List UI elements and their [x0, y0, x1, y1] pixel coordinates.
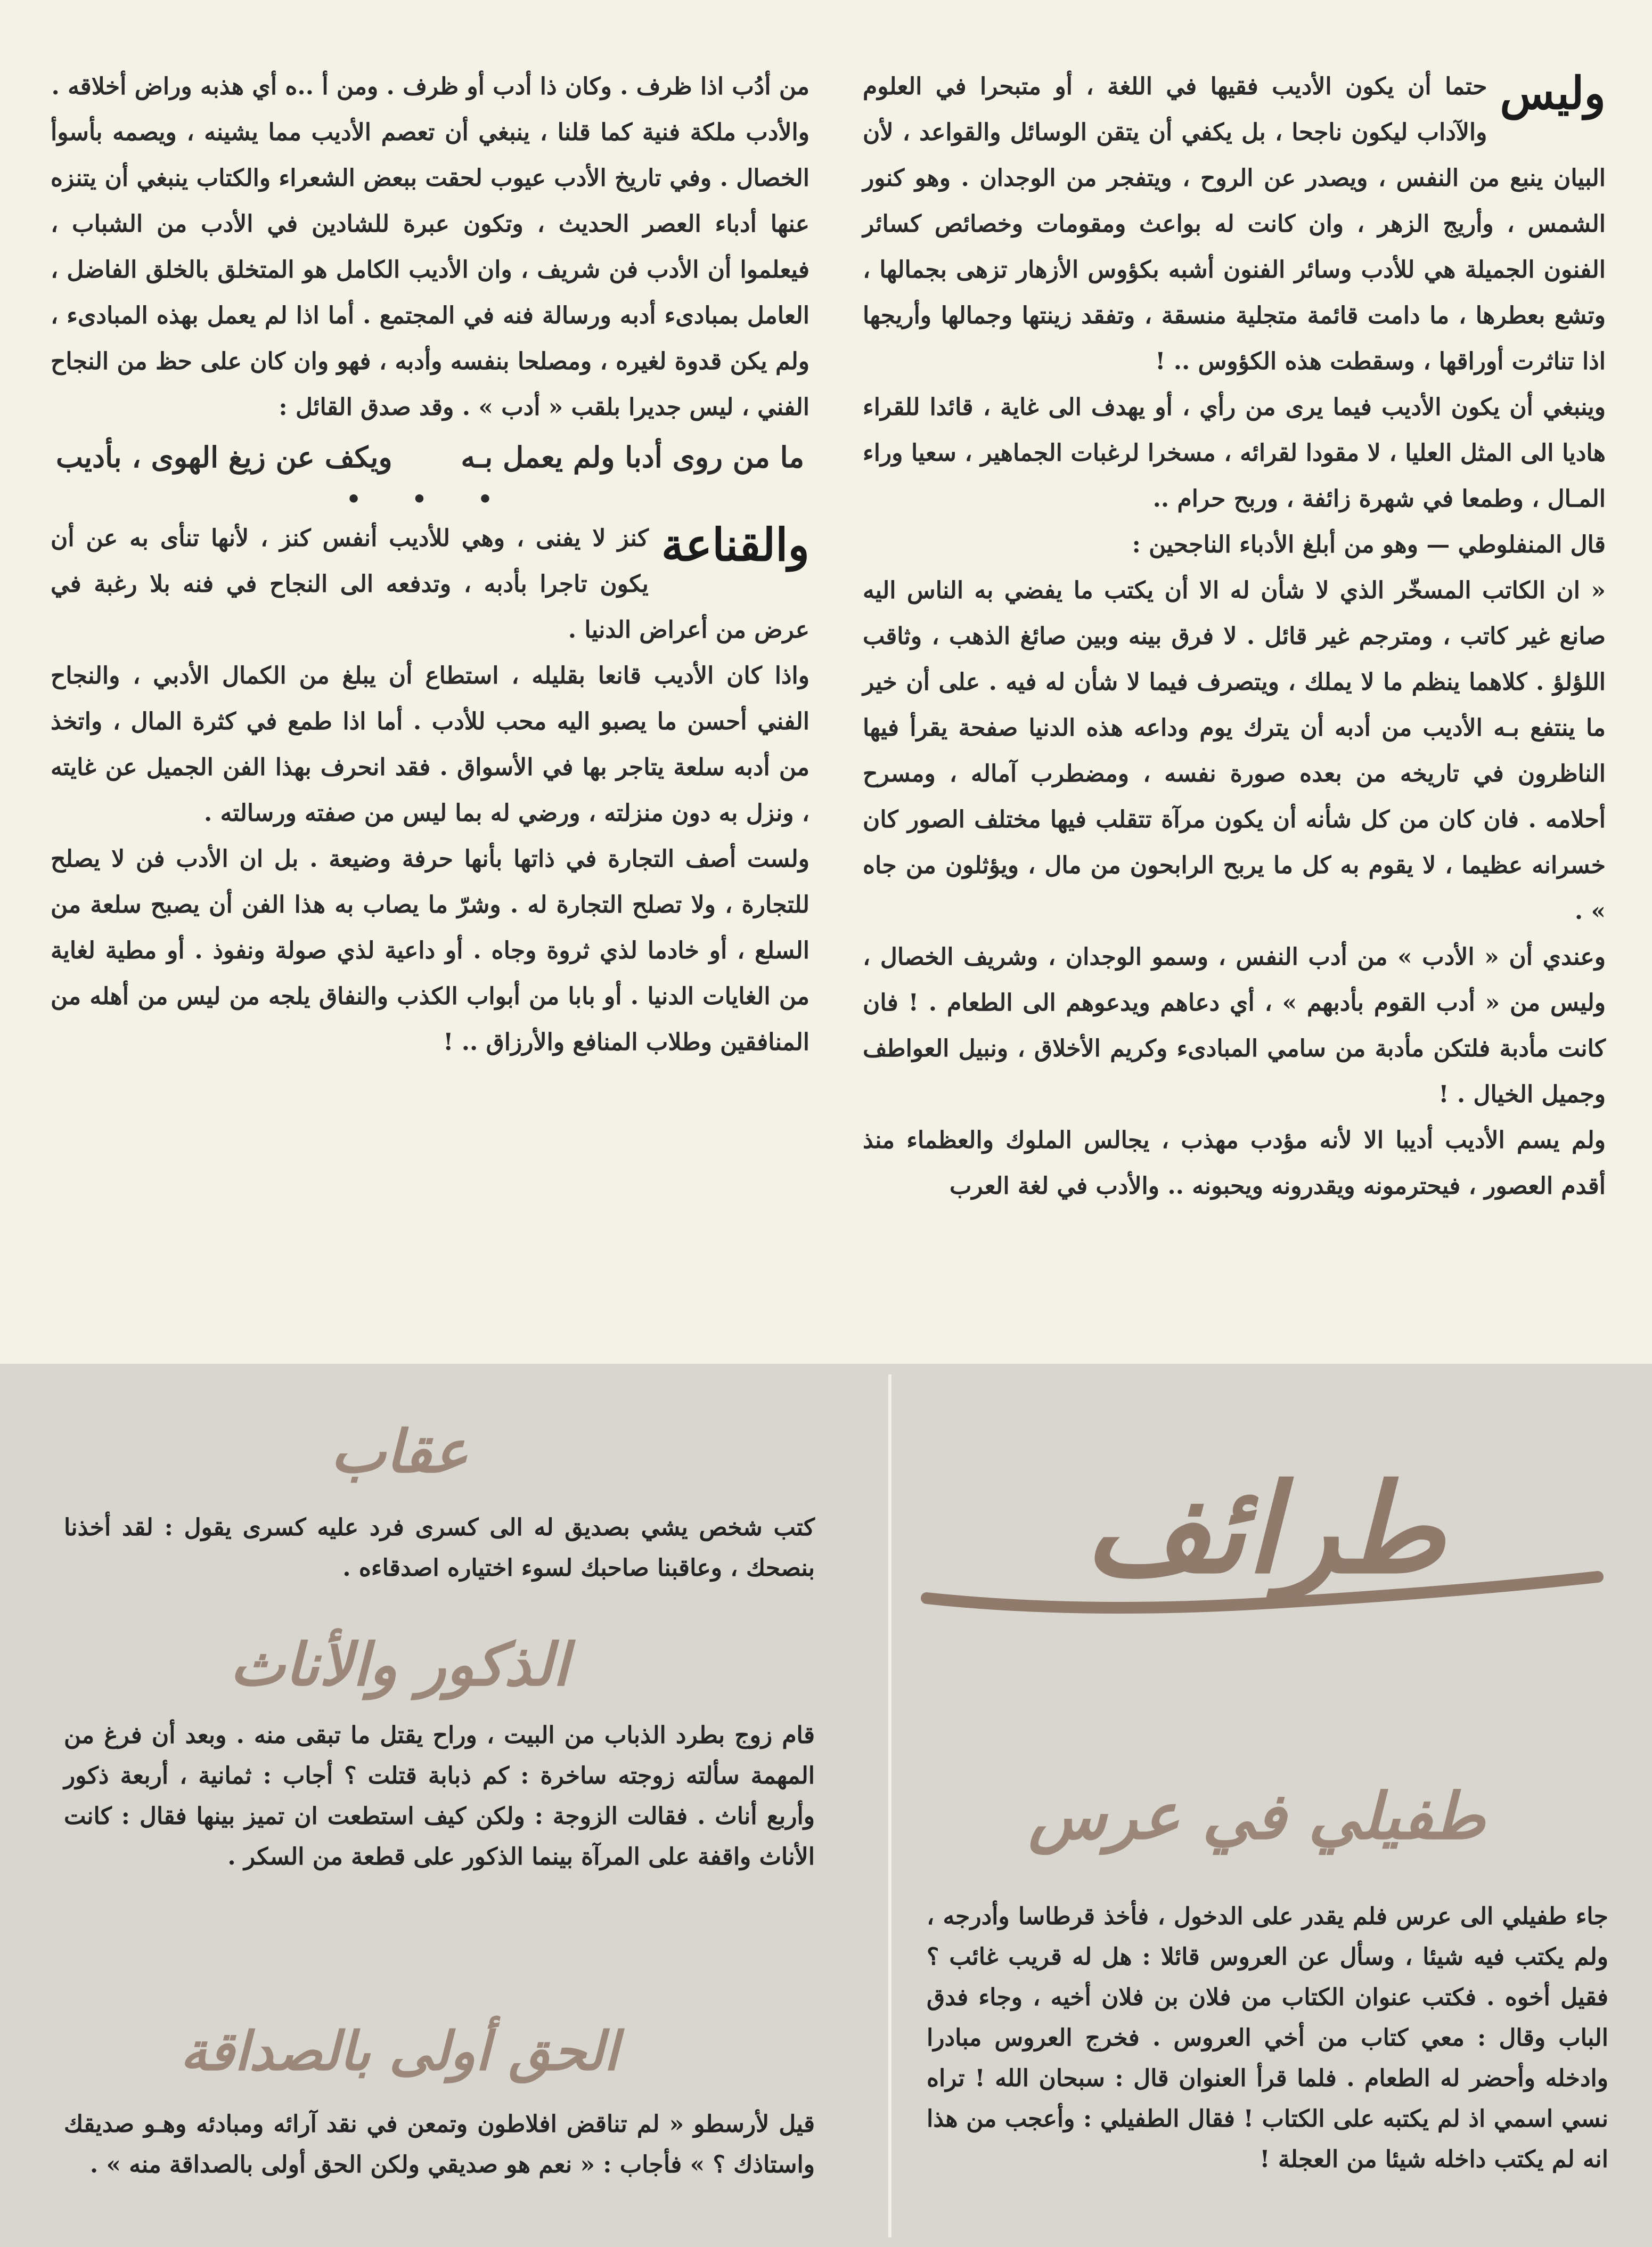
title-swash-decoration	[916, 1566, 1608, 1614]
paragraph: وينبغي أن يكون الأديب فيما يرى من رأي ، أو يهدف الى غاية ، قائدا للقراء هاديا الى المثل العليا ، لا مقودا لقرائه ، مسخرا لرغبات الجماهير ، سعيا وراء المـال ، وطمعا في شهرة زائفة ، وربح حرام ..	[863, 394, 1606, 512]
truth-friendship-story	[64, 2104, 815, 2185]
lead-word-left: والقناعة	[661, 518, 809, 571]
punishment-title: عقاب	[330, 1417, 469, 1486]
truth-friendship-title: الحق أولى بالصداقة	[180, 2020, 619, 2082]
punishment-story	[64, 1508, 815, 1589]
paragraph: حتما أن يكون الأديب فقيها في اللغة ، أو متبحرا في العلوم والآداب ليكون ناجحا ، بل يكفي أن يتقن الوسائل والقواعد ، لأن البيان ينبع من النفس ، ويصدر عن الروح ، ويتفجر من الوجدان . وهو كنور الشمس ، وأريج الزهر ، وان كانت له بواعث ومقومات وخصائص كسائر الفنون الجميلة هي للأدب وسائر الفنون أشبه بكؤوس الأزهار تزهى بجمالها ، وتشع بعطرها ، ما دامت قائمة متجلية منسقة ، وتفقد زينتها وجمالها وأريجها اذا تناثرت أوراقها ، وسقطت هذه الكؤوس .. !	[863, 73, 1606, 375]
party-story	[927, 1896, 1608, 2180]
funnies-title: طرائف	[1085, 1457, 1445, 1601]
section-separator: • • •	[346, 486, 514, 513]
paragraph: والأدب ملكة فنية كما قلنا ، ينبغي أن تعصم الأديب مما يشينه ، ويصمه بأسوأ الخصال . وفي تاريخ الأدب عيوب لحقت ببعض الشعراء والكتاب ينبغي أن يتنزه عنها أدباء العصر الحديث ، وتكون عبرة للشادين في الأدب من الشباب ، فيعلموا أن الأدب فن شريف ، وان الأديب الكامل هو المتخلق بالخلق الفاضل ، العامل بمبادىء أدبه ورسالة فنه في المجتمع . أما اذا لم يعمل بهذه المبادىء ، ولم يكن قدوة لغيره ، ومصلحا بنفسه وأدبه ، فهو وان كان على حظ من النجاح الفني ، ليس جديرا بلقب « أدب » . وقد صدق القائل :	[51, 119, 809, 421]
punishment-text: كتب شخص يشي بصديق له الى كسرى فرد عليه كسرى يقول : لقد أخذنا بنصحك ، وعاقبنا صاحبك لسوء اختياره اصدقاءه .	[64, 1514, 815, 1582]
paragraph: قال المنفلوطي — وهو من أبلغ الأدباء الناجحين :	[1132, 531, 1606, 558]
verse-second-hemistich: ويكف عن زيغ الهوى ، بأديب	[56, 440, 392, 474]
quote-paragraph: « ان الكاتب المسخّر الذي لا شأن له الا أن يكتب ما يفضي به الناس اليه صانع غير كاتب ، ومترجم غير قائل . لا فرق بينه وبين صائغ الذهب ، وثاقب اللؤلؤ . كلاهما ينظم ما لا يملك ، ويتصرف فيما لا شأن له فيه . على أن خير ما ينتفع بـه الأديب من أدبه أن يترك يوم وداعه هذه الدنيا صفحة يقرأ فيها الناظرون في تاريخه من بعده صورة نفسه ، ومضطرب آماله ، ومسرح أحلامه . فان كان من كل شأنه أن يكون مرآة تتقلب فيها مختلف الصور كان خسرانه عظيما ، لا يقوم به كل ما يربح الرابحون من مال ، ويؤثلون من جاه » .	[863, 577, 1606, 925]
paragraph: وعندي أن « الأدب » من أدب النفس ، وسمو الوجدان ، وشريف الخصال ، وليس من « أدب القوم بأدبهم » ، أي دعاهم ويدعوهم الى الطعام . ! فان كانت مأدبة فلتكن مأدبة من سامي المبادىء وكريم الأخلاق ، ونبيل العواطف وجميل الخيال . !	[863, 943, 1606, 1108]
party-text: جاء طفيلي الى عرس فلم يقدر على الدخول ، فأخذ قرطاسا وأدرجه ، ولم يكتب فيه شيئا ، وسأل عن العروس قائلا : هل له قريب غائب ؟ فقيل أخوه . فكتب عنوان الكتاب من فلان بن فلان أخيه ، وجاء فدق الباب وقال : معي كتاب من أخي العروس . فخرج العروس مبادرا وادخله وأحضر له الطعام . فلما قرأ العنوان قال : سبحان الله ! تراه نسي اسمي اذ لم يكتبه على الكتاب ! فقال الطفيلي : وأعجب من هذا انه لم يكتب داخله شيئا من العجلة !	[927, 1903, 1608, 2173]
paragraph: ولم يسم الأديب أديبا الا لأنه مؤدب مهذب ، يجالس الملوك والعظماء منذ أقدم العصور ، فيحترمونه ويقدرونه ويحبونه .. والأدب في لغة العرب	[863, 1127, 1606, 1200]
party-title: طفيلي في عرس	[1028, 1779, 1485, 1854]
column-divider	[888, 1374, 892, 2237]
paragraph: كنز لا يفنى ، وهي للأديب أنفس كنز ، لأنها تنأى به عن أن يكون تاجرا بأدبه ، وتدفعه الى النجاح في فنه بلا رغبة في عرض من أعراض الدنيا .	[51, 525, 809, 644]
poem-verse	[51, 430, 809, 484]
article-right-column	[863, 64, 1606, 1209]
paragraph: ولست أصف التجارة في ذاتها بأنها حرفة وضيعة . بل ان الأدب فن لا يصلح للتجارة ، ولا تصلح التجارة له . وشرّ ما يصاب به هذا الفن أن يصبح سلعة من السلع ، أو خادما لذي ثروة وجاه . أو داعية لذي صولة ونفوذ . أو مطية لغاية من الغايات الدنيا . أو بابا من أبواب الكذب والنفاق يلجه من ليس من أهله من المنافقين وطلاب المنافع والأرزاق .. !	[51, 845, 809, 1056]
paragraph: واذا كان الأديب قانعا بقليله ، استطاع أن يبلغ من الكمال الأدبي ، والنجاح الفني أحسن ما يصبو اليه محب للأدب . أما اذا طمع في كثرة المال ، واتخذ من أدبه سلعة يتاجر بها في الأسواق . فقد انحرف بهذا الفن الجميل عن غايته ، ونزل به دون منزلته ، ورضي له بما ليس من صفته ورسالته .	[51, 662, 810, 827]
verse-first-hemistich: ما من روى أدبا ولم يعمل بـه	[461, 440, 804, 474]
lead-word-right: وليس	[1500, 67, 1606, 119]
paragraph: من أدُب اذا ظرف . وكان ذا أدب أو ظرف . ومن أ ..ه أي هذبه وراض أخلاقه .	[51, 73, 809, 100]
article-left-column	[51, 64, 809, 1065]
males-females-title: الذكور والأناث	[230, 1630, 569, 1699]
truth-friendship-text: قيل لأرسطو « لم تناقض افلاطون وتمعن في نقد آرائه ومبادئه وهـو صديقك واستاذك ؟ » فأجاب : « نعم هو صديقي ولكن الحق أولى بالصداقة منه » .	[64, 2111, 815, 2178]
males-females-story	[64, 1715, 815, 1877]
males-females-text: قام زوج بطرد الذباب من البيت ، وراح يقتل ما تبقى منه . وبعد أن فرغ من المهمة سألته زوجته ساخرة : كم ذبابة قتلت ؟ أجاب : ثمانية ، أربعة ذكور وأربع أناث . فقالت الزوجة : ولكن كيف استطعت ان تميز بينها فقال : كانت الأناث واقفة على المرآة بينما الذكور على قطعة من السكر .	[64, 1722, 815, 1870]
